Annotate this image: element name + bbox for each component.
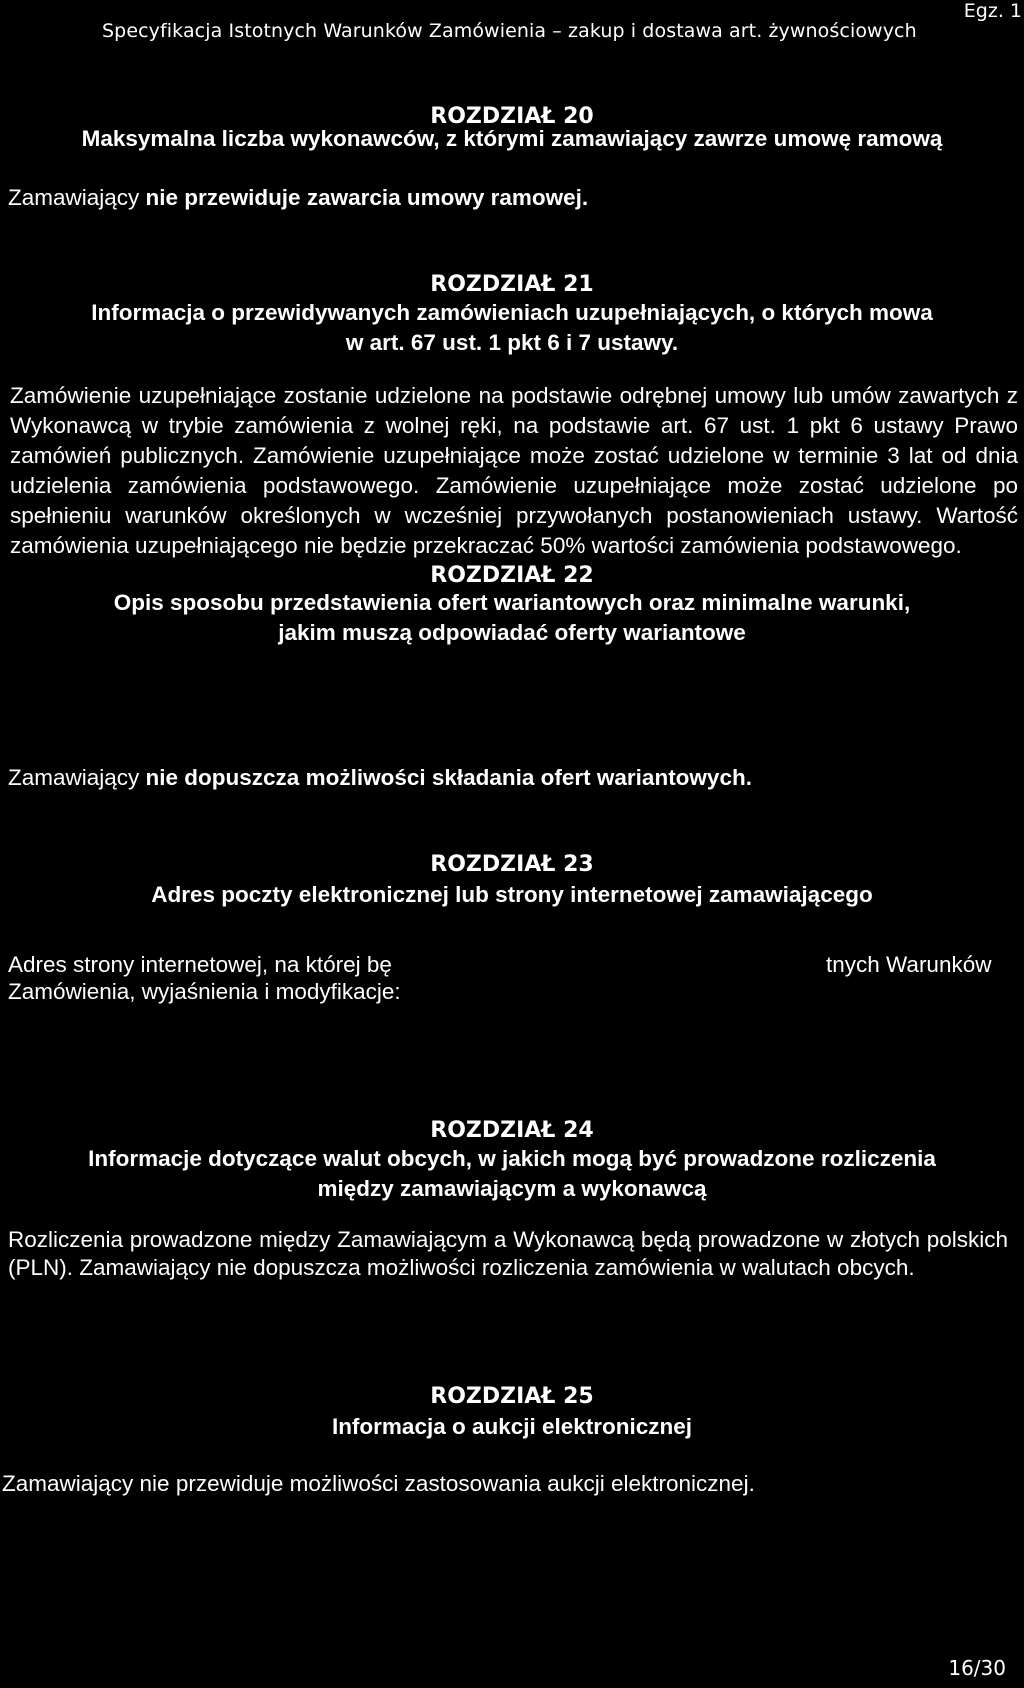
section-22-body-prefix: Zamawiający	[8, 765, 146, 790]
section-20-body	[8, 184, 1008, 212]
section-23-number: ROZDZIAŁ 23	[430, 852, 594, 877]
section-23-body-line1-left: Adres strony internetowej, na której bę	[8, 952, 392, 977]
section-22-title-line1: Opis sposobu przedstawienia ofert wariantowych oraz minimalne warunki,	[113, 590, 911, 615]
section-22-body	[8, 764, 1008, 792]
section-24-title-line1: Informacje dotyczące walut obcych, w jakich mogą być prowadzone rozliczenia	[88, 1146, 936, 1171]
section-21-title-line1: Informacja o przewidywanych zamówieniach uzupełniających, o których mowa	[91, 300, 933, 325]
section-25-title: Informacja o aukcji elektronicznej	[331, 1414, 693, 1439]
section-24-body: Rozliczenia prowadzone między Zamawiającym a Wykonawcą będą prowadzone w złotych polskich (PLN). Zamawiający nie dopuszcza możliwości rozliczenia zamówienia w walutach obcych.	[8, 1227, 1008, 1280]
section-25-number: ROZDZIAŁ 25	[430, 1384, 594, 1409]
copy-number: Egz. 1	[963, 0, 1022, 22]
section-21-number: ROZDZIAŁ 21	[430, 272, 594, 297]
page-number: 16/30	[948, 1656, 1006, 1680]
section-22-title	[20, 588, 1004, 648]
section-22-body-bold: nie dopuszcza możliwości składania ofert wariantowych.	[145, 765, 752, 790]
section-21-title-line2: w art. 67 ust. 1 pkt 6 i 7 ustawy.	[345, 330, 679, 355]
section-24-title-line2: między zamawiającym a wykonawcą	[317, 1176, 707, 1201]
section-25-body: Zamawiający nie przewiduje możliwości zastosowania aukcji elektronicznej.	[2, 1471, 755, 1496]
section-21-title	[20, 298, 1004, 358]
section-21-body: Zamówienie uzupełniające zostanie udzielone na podstawie odrębnej umowy lub umów zawartych z Wykonawcą w trybie zamówienia z wolnej ręki, na podstawie art. 67 ust. 1 pkt 6 ustawy Prawo zamówień publicznych. Zamówienie uzupełniające może zostać udzielone w terminie 3 lat od dnia udzielenia zamówienia podstawowego. Zamówienie uzupełniające może zostać udzielone po spełnieniu warunków określonych w wcześniej przywołanych postanowieniach ustawy. Wartość zamówienia uzupełniającego nie będzie przekraczać 50% wartości zamówienia podstawowego.	[10, 383, 1018, 558]
section-23-body-line2: Zamówienia, wyjaśnienia i modyfikacje:	[8, 979, 401, 1004]
document-header: Specyfikacja Istotnych Warunków Zamówienia – zakup i dostawa art. żywnościowych	[102, 20, 917, 42]
section-23-body-line1-right: tnych Warunków	[826, 952, 992, 977]
section-20-body-bold: nie przewiduje zawarcia umowy ramowej.	[145, 185, 589, 210]
section-24-title	[20, 1144, 1004, 1204]
section-22-number: ROZDZIAŁ 22	[430, 563, 594, 588]
section-24-number: ROZDZIAŁ 24	[430, 1118, 594, 1143]
section-20-body-prefix: Zamawiający	[8, 185, 146, 210]
section-20-number: ROZDZIAŁ 20	[430, 104, 594, 129]
section-22-title-line2: jakim muszą odpowiadać oferty wariantowe	[278, 620, 746, 645]
section-20-title: Maksymalna liczba wykonawców, z którymi zamawiający zawrze umowę ramową	[81, 126, 943, 151]
section-23-title: Adres poczty elektronicznej lub strony internetowej zamawiającego	[151, 882, 873, 907]
